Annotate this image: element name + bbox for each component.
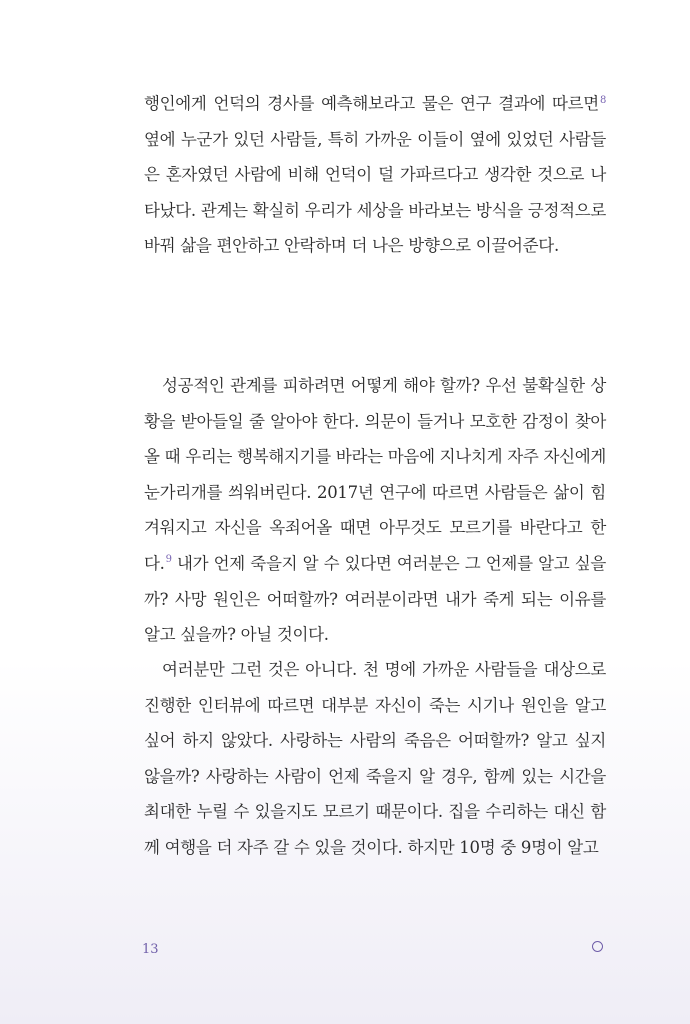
footnote-marker-9[interactable]: 9	[165, 554, 172, 566]
footer-circle-icon	[592, 941, 603, 952]
body-paragraph-3	[144, 652, 606, 866]
paragraph-2-text-continued: 내가 언제 죽을지 알 수 있다면 여러분은 그 언제를 알고 싶을까? 사망 원인은 어떠할까? 여러분이라면 내가 죽게 되는 이유를 알고 싶을까? 아닐 것이다.	[144, 553, 606, 645]
footnote-marker-8[interactable]: 8	[599, 94, 606, 106]
paragraph-2-text: 성공적인 관계를 피하려면 어떻게 해야 할까? 우선 불확실한 상황을 받아들일 줄 알아야 한다. 의문이 들거나 모호한 감정이 찾아올 때 우리는 행복해지기를 바라는 마음에 지나치게 자주 자신에게 눈가리개를 씌워버린다. 2017년 연구에 따르면 사람들은 삶이 힘겨워지고 자신을 옥죄어올 때면 아무것도 모르기를 바란다고 한다.	[144, 376, 606, 573]
page-number: 13	[142, 942, 159, 957]
paragraph-3-text: 여러분만 그런 것은 아니다. 천 명에 가까운 사람들을 대상으로 진행한 인터뷰에 따르면 대부분 자신이 죽는 시기나 원인을 알고 싶어 하지 않았다. 사랑하는 사람의 죽음은 어떠할까? 알고 싶지 않을까? 사랑하는 사람이 언제 죽을지 알 경우, 함께 있는 시간을 최대한 누릴 수 있을지도 모르기 때문이다. 집을 수리하는 대신 함께 여행을 더 자주 갈 수 있을 것이다. 하지만 10명 중 9명이 알고	[144, 660, 606, 857]
body-paragraph-2	[144, 368, 606, 653]
paragraph-1-text: 행인에게 언덕의 경사를 예측해보라고 물은 연구 결과에 따르면	[144, 94, 599, 113]
paragraph-1-text-continued: 옆에 누군가 있던 사람들, 특히 가까운 이들이 옆에 있었던 사람들은 혼자였던 사람에 비해 언덕이 덜 가파르다고 생각한 것으로 나타났다. 관계는 확실히 우리가 세상을 바라보는 방식을 긍정적으로 바꿔 삶을 편안하고 안락하며 더 나은 방향으로 이끌어준다.	[144, 129, 606, 256]
body-paragraph-1	[144, 86, 606, 264]
